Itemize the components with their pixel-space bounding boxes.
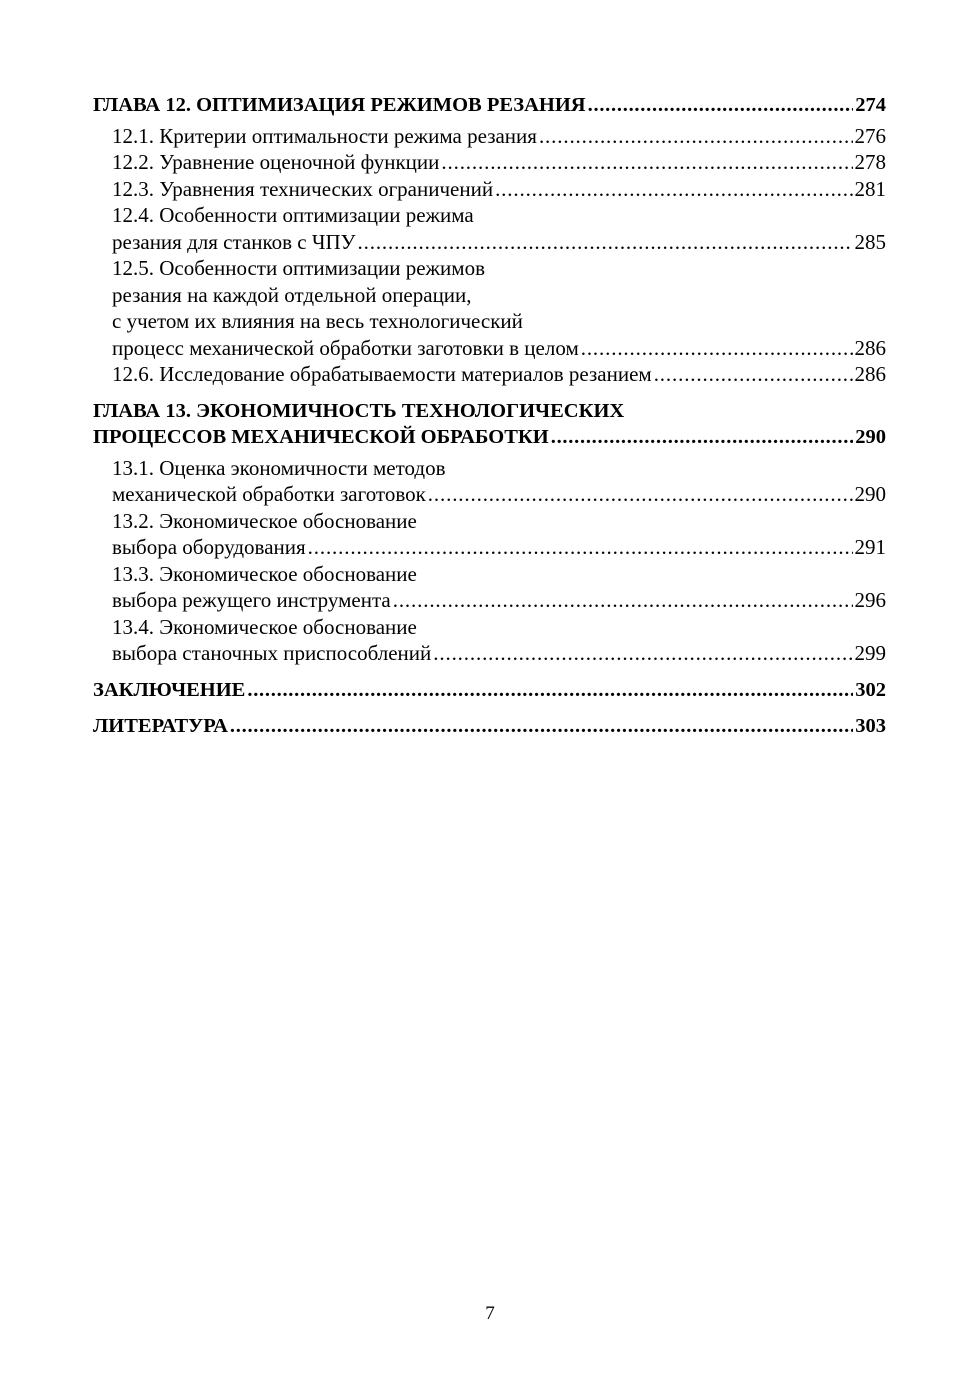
toc-line [93,398,886,425]
toc-chapter-entry[interactable] [93,92,886,119]
toc-page-number: 278 [854,150,886,174]
toc-entry-title: 12.1. Критерии оптимальности режима резания [112,123,537,148]
toc-entry-title: 13.3. Экономическое обоснование [112,561,417,586]
toc-entry-title: ГЛАВА 12. ОПТИМИЗАЦИЯ РЕЖИМОВ РЕЗАНИЯ [93,94,586,116]
toc-entry-title: 12.3. Уравнения технических ограничений [112,176,494,201]
toc-line [93,149,886,176]
spacer [93,667,886,677]
toc-entry-title: 12.2. Уравнение оценочной функции [112,150,440,174]
dot-leader [428,481,853,508]
spacer [93,703,886,713]
toc-entry-title: резания для станков с ЧПУ [112,229,356,254]
toc-section-entry[interactable] [93,561,886,614]
toc-page-number: 303 [855,715,886,737]
toc-entry-title: 13.1. Оценка экономичности методов [112,455,446,480]
dot-leader [358,229,853,256]
toc-entry-title: 12.6. Исследование обрабатываемости материалов резанием [112,362,652,386]
dot-leader [308,534,853,561]
toc-line [93,587,886,614]
toc-page-number: 290 [854,482,886,506]
toc-line [93,508,886,535]
toc-page-number: 291 [854,535,886,559]
toc-section-entry[interactable] [93,614,886,667]
page-number: 7 [485,1303,495,1324]
toc-line [93,424,886,451]
dot-leader [654,361,853,388]
toc-line [93,640,886,667]
toc-entry-title: ЛИТЕРАТУРА [93,715,228,737]
toc-line [93,713,886,740]
toc-section-entry[interactable] [93,255,886,361]
toc-line [93,677,886,704]
toc-line [93,229,886,256]
toc-section-entry[interactable] [93,508,886,561]
toc-entry-title: 12.5. Особенности оптимизации режимов [112,256,485,280]
toc-section-entry[interactable] [93,149,886,176]
toc-page-number: 299 [854,641,886,665]
toc-section-entry[interactable] [93,361,886,388]
toc-chapter-entry[interactable] [93,713,886,740]
toc-entry-title: резания на каждой отдельной операции, [112,282,472,307]
toc-chapter-entry[interactable] [93,677,886,704]
toc-entry-title: 12.4. Особенности оптимизации режима [112,203,474,227]
toc-page-number: 302 [855,678,886,701]
toc-line [93,561,886,588]
toc-line [93,308,886,335]
dot-leader [441,149,852,176]
toc-page-number: 276 [854,123,886,148]
toc-page-number: 286 [854,362,886,386]
toc-entry-title: 13.2. Экономическое обоснование [112,508,417,533]
toc-page-number: 286 [854,335,886,360]
dot-leader [495,176,852,203]
toc-line [93,282,886,309]
toc-line [93,92,886,119]
dot-leader [433,640,852,667]
toc-line [93,614,886,641]
toc-section-entry[interactable] [93,202,886,255]
toc-entry-title: выбора режущего инструмента [112,588,391,612]
toc-line [93,534,886,561]
toc-entry-title: механической обработки заготовок [112,482,426,506]
toc-page-number: 281 [854,176,886,201]
toc-section-entry[interactable] [93,123,886,150]
toc-entry-title: ГЛАВА 13. ЭКОНОМИЧНОСТЬ ТЕХНОЛОГИЧЕСКИХ [93,399,625,422]
dot-leader [588,92,854,119]
dot-leader [581,335,853,362]
dot-leader [539,123,853,150]
toc-page-number: 290 [855,426,886,448]
toc-entry-title: выбора станочных приспособлений [112,641,432,665]
toc-page-number: 285 [854,229,886,254]
dot-leader [393,587,853,614]
toc-entry-title: ПРОЦЕССОВ МЕХАНИЧЕСКОЙ ОБРАБОТКИ [93,426,549,448]
toc-line [93,361,886,388]
toc-line [93,202,886,229]
table-of-contents [93,92,886,740]
toc-chapter-entry[interactable] [93,398,886,451]
toc-line [93,335,886,362]
toc-line [93,455,886,482]
dot-leader [247,677,853,704]
toc-entry-title: выбора оборудования [112,535,306,559]
toc-entry-title: 13.4. Экономическое обоснование [112,614,417,639]
toc-line [93,123,886,150]
toc-section-entry[interactable] [93,176,886,203]
dot-leader [551,424,854,451]
toc-section-entry[interactable] [93,455,886,508]
dot-leader [230,713,853,740]
toc-entry-title: с учетом их влияния на весь технологический [112,309,523,333]
toc-page-number: 296 [854,588,886,612]
toc-line [93,255,886,282]
spacer [93,388,886,398]
toc-line [93,176,886,203]
toc-page-number: 274 [855,94,886,116]
toc-entry-title: процесс механической обработки заготовки в целом [112,335,579,360]
toc-entry-title: ЗАКЛЮЧЕНИЕ [93,678,246,701]
toc-line [93,481,886,508]
